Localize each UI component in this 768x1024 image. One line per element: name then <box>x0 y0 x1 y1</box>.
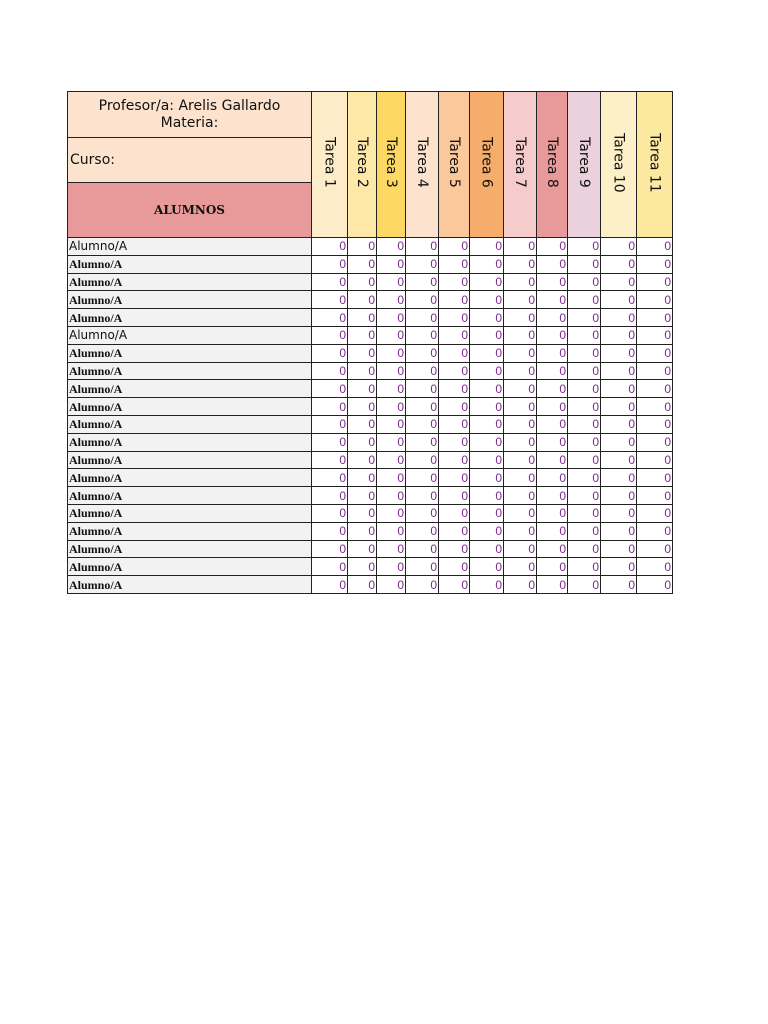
score-cell[interactable]: 0 <box>504 309 537 327</box>
score-cell[interactable]: 0 <box>537 433 568 451</box>
tarea-header-cell[interactable] <box>377 92 406 238</box>
score-cell[interactable]: 0 <box>406 273 439 291</box>
score-cell[interactable]: 0 <box>348 558 377 576</box>
score-cell[interactable]: 0 <box>377 380 406 398</box>
score-cell[interactable]: 0 <box>601 309 637 327</box>
score-cell[interactable]: 0 <box>470 576 504 594</box>
score-cell[interactable]: 0 <box>348 522 377 540</box>
score-cell[interactable]: 0 <box>601 540 637 558</box>
score-cell[interactable]: 0 <box>312 255 348 273</box>
score-cell[interactable]: 0 <box>504 380 537 398</box>
score-cell[interactable]: 0 <box>406 558 439 576</box>
score-cell[interactable]: 0 <box>504 433 537 451</box>
score-cell[interactable]: 0 <box>439 326 470 344</box>
score-cell[interactable]: 0 <box>470 558 504 576</box>
score-cell[interactable]: 0 <box>504 291 537 309</box>
score-cell[interactable]: 0 <box>601 469 637 487</box>
student-row <box>68 380 673 398</box>
score-cell[interactable]: 0 <box>601 487 637 505</box>
score-cell[interactable]: 0 <box>439 576 470 594</box>
student-name-cell[interactable]: Alumno/A <box>68 540 312 558</box>
score-cell[interactable]: 0 <box>439 380 470 398</box>
student-name-cell[interactable]: Alumno/A <box>68 309 312 327</box>
score-cell[interactable]: 0 <box>537 522 568 540</box>
score-cell[interactable]: 0 <box>637 380 673 398</box>
score-cell[interactable]: 0 <box>377 487 406 505</box>
score-cell[interactable]: 0 <box>568 415 601 433</box>
score-cell[interactable]: 0 <box>601 238 637 256</box>
profesor-label: Profesor/a: Arelis Gallardo <box>98 97 281 114</box>
score-cell[interactable]: 0 <box>537 309 568 327</box>
score-cell[interactable]: 0 <box>439 398 470 416</box>
student-name-cell[interactable]: Alumno/A <box>68 504 312 522</box>
score-cell[interactable]: 0 <box>377 362 406 380</box>
score-cell[interactable]: 0 <box>406 487 439 505</box>
score-cell[interactable]: 0 <box>537 255 568 273</box>
score-cell[interactable]: 0 <box>470 309 504 327</box>
score-cell[interactable]: 0 <box>348 415 377 433</box>
tarea-header-label: Tarea 9 <box>576 137 592 188</box>
student-row <box>68 433 673 451</box>
score-cell[interactable]: 0 <box>537 540 568 558</box>
score-cell[interactable]: 0 <box>406 291 439 309</box>
score-cell[interactable]: 0 <box>504 255 537 273</box>
score-cell[interactable]: 0 <box>406 309 439 327</box>
student-name-cell[interactable]: Alumno/A <box>68 344 312 362</box>
score-cell[interactable]: 0 <box>637 291 673 309</box>
curso-cell[interactable] <box>68 138 312 183</box>
score-cell[interactable]: 0 <box>637 487 673 505</box>
score-cell[interactable]: 0 <box>637 398 673 416</box>
tarea-header-cell[interactable] <box>637 92 673 238</box>
score-cell[interactable]: 0 <box>439 238 470 256</box>
score-cell[interactable]: 0 <box>377 238 406 256</box>
score-cell[interactable]: 0 <box>537 451 568 469</box>
tarea-header-cell[interactable] <box>504 92 537 238</box>
score-cell[interactable]: 0 <box>568 238 601 256</box>
materia-label: Materia: <box>160 114 219 131</box>
grades-sheet <box>67 91 673 594</box>
score-cell[interactable]: 0 <box>377 309 406 327</box>
score-cell[interactable]: 0 <box>406 398 439 416</box>
score-cell[interactable]: 0 <box>312 540 348 558</box>
score-cell[interactable]: 0 <box>470 344 504 362</box>
score-cell[interactable]: 0 <box>406 362 439 380</box>
score-cell[interactable]: 0 <box>406 451 439 469</box>
score-cell[interactable]: 0 <box>377 415 406 433</box>
score-cell[interactable]: 0 <box>439 344 470 362</box>
score-cell[interactable]: 0 <box>470 238 504 256</box>
score-cell[interactable]: 0 <box>504 576 537 594</box>
tarea-header-cell[interactable] <box>568 92 601 238</box>
tarea-header-label: Tarea 8 <box>544 137 560 188</box>
score-cell[interactable]: 0 <box>568 326 601 344</box>
score-cell[interactable]: 0 <box>504 415 537 433</box>
student-row <box>68 309 673 327</box>
score-cell[interactable]: 0 <box>568 576 601 594</box>
score-cell[interactable]: 0 <box>312 309 348 327</box>
student-row <box>68 255 673 273</box>
score-cell[interactable]: 0 <box>537 398 568 416</box>
score-cell[interactable]: 0 <box>377 522 406 540</box>
student-row <box>68 504 673 522</box>
student-name-cell[interactable]: Alumno/A <box>68 362 312 380</box>
score-cell[interactable]: 0 <box>470 362 504 380</box>
score-cell[interactable]: 0 <box>637 309 673 327</box>
score-cell[interactable]: 0 <box>568 362 601 380</box>
tarea-header-label: Tarea 1 <box>321 137 338 188</box>
score-cell[interactable]: 0 <box>504 504 537 522</box>
score-cell[interactable]: 0 <box>439 469 470 487</box>
score-cell[interactable]: 0 <box>470 469 504 487</box>
header-row-profesor <box>68 92 673 138</box>
score-cell[interactable]: 0 <box>568 309 601 327</box>
score-cell[interactable]: 0 <box>348 540 377 558</box>
student-name-cell[interactable]: Alumno/A <box>68 487 312 505</box>
score-cell[interactable]: 0 <box>377 398 406 416</box>
score-cell[interactable]: 0 <box>601 576 637 594</box>
student-row <box>68 362 673 380</box>
score-cell[interactable]: 0 <box>504 362 537 380</box>
score-cell[interactable]: 0 <box>406 255 439 273</box>
score-cell[interactable]: 0 <box>377 576 406 594</box>
score-cell[interactable]: 0 <box>637 540 673 558</box>
score-cell[interactable]: 0 <box>406 504 439 522</box>
score-cell[interactable]: 0 <box>312 273 348 291</box>
score-cell[interactable]: 0 <box>601 451 637 469</box>
score-cell[interactable]: 0 <box>537 344 568 362</box>
score-cell[interactable]: 0 <box>439 540 470 558</box>
student-row <box>68 522 673 540</box>
student-row <box>68 558 673 576</box>
score-cell[interactable]: 0 <box>504 398 537 416</box>
student-row <box>68 326 673 344</box>
score-cell[interactable]: 0 <box>568 291 601 309</box>
score-cell[interactable]: 0 <box>637 238 673 256</box>
score-cell[interactable]: 0 <box>348 487 377 505</box>
student-row <box>68 238 673 256</box>
score-cell[interactable]: 0 <box>637 255 673 273</box>
score-cell[interactable]: 0 <box>348 238 377 256</box>
student-name-cell[interactable]: Alumno/A <box>68 558 312 576</box>
score-cell[interactable]: 0 <box>637 362 673 380</box>
score-cell[interactable]: 0 <box>439 451 470 469</box>
score-cell[interactable]: 0 <box>470 326 504 344</box>
student-name-cell[interactable]: Alumno/A <box>68 380 312 398</box>
score-cell[interactable]: 0 <box>377 451 406 469</box>
score-cell[interactable]: 0 <box>637 273 673 291</box>
score-cell[interactable]: 0 <box>377 469 406 487</box>
score-cell[interactable]: 0 <box>637 558 673 576</box>
student-row <box>68 291 673 309</box>
student-name-cell[interactable]: Alumno/A <box>68 451 312 469</box>
score-cell[interactable]: 0 <box>312 291 348 309</box>
student-row <box>68 540 673 558</box>
score-cell[interactable]: 0 <box>568 255 601 273</box>
sheet-body <box>68 92 673 594</box>
score-cell[interactable]: 0 <box>637 433 673 451</box>
score-cell[interactable]: 0 <box>377 255 406 273</box>
score-cell[interactable]: 0 <box>504 344 537 362</box>
score-cell[interactable]: 0 <box>568 540 601 558</box>
student-name-cell[interactable]: Alumno/A <box>68 291 312 309</box>
score-cell[interactable]: 0 <box>637 344 673 362</box>
score-cell[interactable]: 0 <box>439 362 470 380</box>
score-cell[interactable]: 0 <box>470 291 504 309</box>
score-cell[interactable]: 0 <box>439 415 470 433</box>
curso-label: Curso: <box>70 152 115 168</box>
score-cell[interactable]: 0 <box>601 273 637 291</box>
score-cell[interactable]: 0 <box>601 255 637 273</box>
profesor-cell[interactable] <box>68 92 312 138</box>
score-cell[interactable]: 0 <box>312 451 348 469</box>
student-name-cell[interactable]: Alumno/A <box>68 255 312 273</box>
score-cell[interactable]: 0 <box>377 540 406 558</box>
score-cell[interactable]: 0 <box>568 398 601 416</box>
score-cell[interactable]: 0 <box>312 469 348 487</box>
tarea-header-cell[interactable] <box>348 92 377 238</box>
score-cell[interactable]: 0 <box>377 291 406 309</box>
score-cell[interactable]: 0 <box>537 362 568 380</box>
score-cell[interactable]: 0 <box>470 380 504 398</box>
student-name-cell[interactable]: Alumno/A <box>68 415 312 433</box>
score-cell[interactable]: 0 <box>348 291 377 309</box>
student-row <box>68 576 673 594</box>
score-cell[interactable]: 0 <box>377 273 406 291</box>
score-cell[interactable]: 0 <box>406 344 439 362</box>
score-cell[interactable]: 0 <box>312 238 348 256</box>
score-cell[interactable]: 0 <box>537 273 568 291</box>
score-cell[interactable]: 0 <box>601 558 637 576</box>
score-cell[interactable]: 0 <box>568 451 601 469</box>
score-cell[interactable]: 0 <box>537 238 568 256</box>
score-cell[interactable]: 0 <box>470 451 504 469</box>
score-cell[interactable]: 0 <box>504 487 537 505</box>
score-cell[interactable]: 0 <box>537 487 568 505</box>
score-cell[interactable]: 0 <box>470 433 504 451</box>
score-cell[interactable]: 0 <box>312 362 348 380</box>
score-cell[interactable]: 0 <box>312 504 348 522</box>
score-cell[interactable]: 0 <box>406 433 439 451</box>
score-cell[interactable]: 0 <box>470 522 504 540</box>
score-cell[interactable]: 0 <box>568 433 601 451</box>
score-cell[interactable]: 0 <box>348 469 377 487</box>
score-cell[interactable]: 0 <box>406 576 439 594</box>
score-cell[interactable]: 0 <box>439 558 470 576</box>
score-cell[interactable]: 0 <box>439 522 470 540</box>
score-cell[interactable]: 0 <box>470 273 504 291</box>
score-cell[interactable]: 0 <box>568 344 601 362</box>
score-cell[interactable]: 0 <box>312 576 348 594</box>
score-cell[interactable]: 0 <box>637 522 673 540</box>
student-name-cell[interactable]: Alumno/A <box>68 238 312 256</box>
score-cell[interactable]: 0 <box>406 238 439 256</box>
tarea-header-cell[interactable] <box>537 92 568 238</box>
score-cell[interactable]: 0 <box>637 576 673 594</box>
score-cell[interactable]: 0 <box>377 433 406 451</box>
score-cell[interactable]: 0 <box>348 273 377 291</box>
student-row <box>68 344 673 362</box>
student-name-cell[interactable]: Alumno/A <box>68 273 312 291</box>
score-cell[interactable]: 0 <box>312 558 348 576</box>
score-cell[interactable]: 0 <box>439 309 470 327</box>
score-cell[interactable]: 0 <box>312 433 348 451</box>
score-cell[interactable]: 0 <box>537 558 568 576</box>
score-cell[interactable]: 0 <box>348 576 377 594</box>
score-cell[interactable]: 0 <box>312 487 348 505</box>
score-cell[interactable]: 0 <box>637 469 673 487</box>
score-cell[interactable]: 0 <box>601 291 637 309</box>
score-cell[interactable]: 0 <box>504 558 537 576</box>
student-name-cell[interactable]: Alumno/A <box>68 433 312 451</box>
score-cell[interactable]: 0 <box>377 326 406 344</box>
score-cell[interactable]: 0 <box>348 309 377 327</box>
score-cell[interactable]: 0 <box>406 469 439 487</box>
tarea-header-label: Tarea 6 <box>478 137 495 188</box>
score-cell[interactable]: 0 <box>470 415 504 433</box>
score-cell[interactable]: 0 <box>537 504 568 522</box>
tarea-header-cell[interactable] <box>312 92 348 238</box>
score-cell[interactable]: 0 <box>601 362 637 380</box>
score-cell[interactable]: 0 <box>637 451 673 469</box>
score-cell[interactable]: 0 <box>439 433 470 451</box>
tarea-header-label: Tarea 4 <box>414 137 430 188</box>
tarea-header-cell[interactable] <box>470 92 504 238</box>
score-cell[interactable]: 0 <box>439 504 470 522</box>
score-cell[interactable]: 0 <box>470 255 504 273</box>
score-cell[interactable]: 0 <box>504 273 537 291</box>
score-cell[interactable]: 0 <box>601 380 637 398</box>
tarea-header-label: Tarea 10 <box>610 132 627 193</box>
score-cell[interactable]: 0 <box>470 487 504 505</box>
student-name-cell[interactable]: Alumno/A <box>68 326 312 344</box>
tarea-header-cell[interactable] <box>601 92 637 238</box>
score-cell[interactable]: 0 <box>504 522 537 540</box>
tarea-header-label: Tarea 7 <box>512 137 528 188</box>
score-cell[interactable]: 0 <box>439 291 470 309</box>
score-cell[interactable]: 0 <box>601 326 637 344</box>
score-cell[interactable]: 0 <box>637 415 673 433</box>
score-cell[interactable]: 0 <box>312 380 348 398</box>
score-cell[interactable]: 0 <box>348 326 377 344</box>
score-cell[interactable]: 0 <box>504 326 537 344</box>
student-row <box>68 415 673 433</box>
score-cell[interactable]: 0 <box>568 522 601 540</box>
score-cell[interactable]: 0 <box>637 326 673 344</box>
score-cell[interactable]: 0 <box>348 451 377 469</box>
score-cell[interactable]: 0 <box>348 433 377 451</box>
alumnos-header-cell[interactable] <box>68 183 312 238</box>
score-cell[interactable]: 0 <box>537 380 568 398</box>
score-cell[interactable]: 0 <box>601 522 637 540</box>
student-row <box>68 273 673 291</box>
student-name-cell[interactable]: Alumno/A <box>68 576 312 594</box>
score-cell[interactable]: 0 <box>377 504 406 522</box>
alumnos-label: ALUMNOS <box>154 203 225 217</box>
score-cell[interactable]: 0 <box>601 398 637 416</box>
score-cell[interactable]: 0 <box>537 291 568 309</box>
score-cell[interactable]: 0 <box>312 522 348 540</box>
score-cell[interactable]: 0 <box>312 398 348 416</box>
score-cell[interactable]: 0 <box>406 540 439 558</box>
score-cell[interactable]: 0 <box>568 273 601 291</box>
tarea-header-cell[interactable] <box>439 92 470 238</box>
tarea-header-label: Tarea 2 <box>354 137 370 188</box>
score-cell[interactable]: 0 <box>601 344 637 362</box>
score-cell[interactable]: 0 <box>377 558 406 576</box>
student-row <box>68 451 673 469</box>
score-cell[interactable]: 0 <box>312 415 348 433</box>
score-cell[interactable]: 0 <box>348 255 377 273</box>
score-cell[interactable]: 0 <box>406 380 439 398</box>
score-cell[interactable]: 0 <box>439 487 470 505</box>
score-cell[interactable]: 0 <box>406 326 439 344</box>
score-cell[interactable]: 0 <box>601 415 637 433</box>
score-cell[interactable]: 0 <box>537 326 568 344</box>
score-cell[interactable]: 0 <box>348 344 377 362</box>
tarea-header-cell[interactable] <box>406 92 439 238</box>
score-cell[interactable]: 0 <box>568 469 601 487</box>
student-row <box>68 469 673 487</box>
score-cell[interactable]: 0 <box>406 522 439 540</box>
score-cell[interactable]: 0 <box>348 362 377 380</box>
score-cell[interactable]: 0 <box>568 558 601 576</box>
score-cell[interactable]: 0 <box>470 504 504 522</box>
score-cell[interactable]: 0 <box>537 415 568 433</box>
score-cell[interactable]: 0 <box>406 415 439 433</box>
score-cell[interactable]: 0 <box>470 398 504 416</box>
score-cell[interactable]: 0 <box>568 504 601 522</box>
score-cell[interactable]: 0 <box>504 469 537 487</box>
score-cell[interactable]: 0 <box>439 255 470 273</box>
score-cell[interactable]: 0 <box>312 344 348 362</box>
score-cell[interactable]: 0 <box>439 273 470 291</box>
tarea-header-label: Tarea 3 <box>383 137 399 188</box>
tarea-header-label: Tarea 11 <box>646 132 663 193</box>
student-row <box>68 398 673 416</box>
score-cell[interactable]: 0 <box>348 398 377 416</box>
score-cell[interactable]: 0 <box>568 380 601 398</box>
score-cell[interactable]: 0 <box>537 576 568 594</box>
student-name-cell[interactable]: Alumno/A <box>68 469 312 487</box>
score-cell[interactable]: 0 <box>504 540 537 558</box>
student-name-cell[interactable]: Alumno/A <box>68 522 312 540</box>
student-row <box>68 487 673 505</box>
score-cell[interactable]: 0 <box>637 504 673 522</box>
score-cell[interactable]: 0 <box>348 504 377 522</box>
score-cell[interactable]: 0 <box>312 326 348 344</box>
score-cell[interactable]: 0 <box>348 380 377 398</box>
score-cell[interactable]: 0 <box>601 504 637 522</box>
score-cell[interactable]: 0 <box>470 540 504 558</box>
score-cell[interactable]: 0 <box>504 238 537 256</box>
score-cell[interactable]: 0 <box>568 487 601 505</box>
score-cell[interactable]: 0 <box>601 433 637 451</box>
score-cell[interactable]: 0 <box>504 451 537 469</box>
tarea-header-label: Tarea 5 <box>446 137 462 188</box>
score-cell[interactable]: 0 <box>377 344 406 362</box>
score-cell[interactable]: 0 <box>537 469 568 487</box>
student-name-cell[interactable]: Alumno/A <box>68 398 312 416</box>
